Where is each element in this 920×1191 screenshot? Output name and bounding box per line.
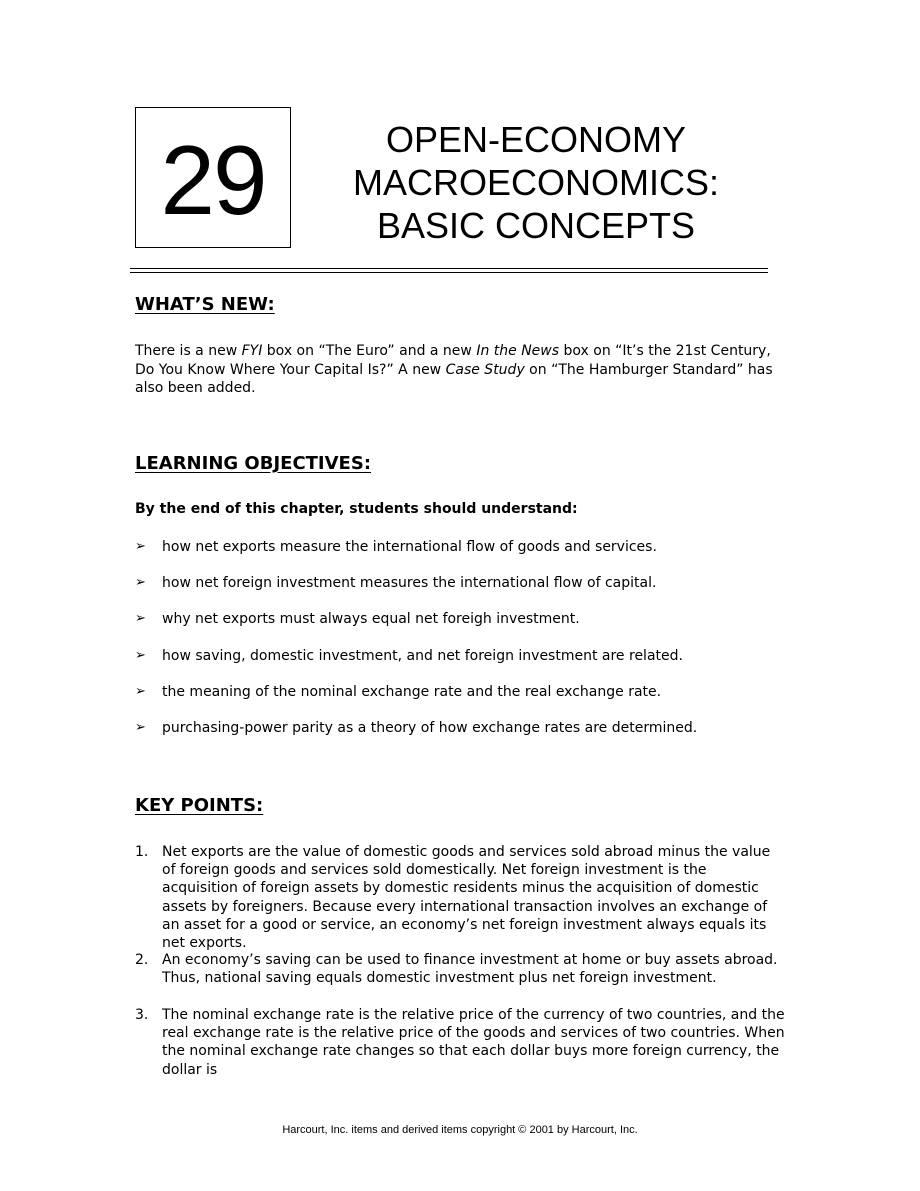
key-point-number: 2. xyxy=(135,952,149,968)
text-run: box on “The Euro” and a new xyxy=(262,343,477,359)
text-run: on “The Hamburger Standard” has also been added. xyxy=(135,361,773,396)
divider-rule xyxy=(130,268,768,269)
objective-text: why net exports must always equal net foreigh investment. xyxy=(162,611,580,627)
objective-text: the meaning of the nominal exchange rate and the real exchange rate. xyxy=(162,684,662,700)
key-point-number: 3. xyxy=(135,1007,149,1023)
chapter-title-line: BASIC CONCEPTS xyxy=(376,205,696,246)
whats-new-paragraph xyxy=(135,342,785,398)
text-run-italic: Case Study xyxy=(445,361,525,378)
list-item xyxy=(135,647,785,665)
list-item xyxy=(135,610,785,628)
list-item xyxy=(135,538,785,556)
key-point-text: The nominal exchange rate is the relative price of the currency of two countries, and the real exchange rate is the relative price of the goods and services of two countries. When the nominal exchange rate changes so that each dollar buys more foreign currency, the dollar is xyxy=(162,1007,785,1078)
text-run-italic: In the News xyxy=(476,343,560,359)
list-item xyxy=(135,719,785,737)
text-run: There is a new xyxy=(135,343,242,359)
arrow-bullet-icon: ➢ xyxy=(135,575,146,590)
text-run: box on “It’s the 21st Century, Do You Know Where Your Capital Is?” A new xyxy=(135,343,771,378)
section-heading-whats-new: WHAT’S NEW: xyxy=(135,294,275,315)
section-heading-key-points: KEY POINTS: xyxy=(135,795,264,816)
objective-text: purchasing-power parity as a theory of how exchange rates are determined. xyxy=(162,720,698,736)
chapter-title-line: OPEN-ECONOMY xyxy=(385,119,687,160)
key-point-text: An economy’s saving can be used to finance investment at home or buy assets abroad. Thus, national saving equals domestic investment plus net foreign investment. xyxy=(162,952,778,987)
objective-text: how net foreign investment measures the international flow of capital. xyxy=(162,575,657,591)
section-heading-learning-objectives: LEARNING OBJECTIVES: xyxy=(135,453,372,474)
chapter-number-box xyxy=(135,107,291,248)
chapter-title xyxy=(340,118,732,247)
key-point-item xyxy=(135,951,785,987)
text-run-italic: FYI xyxy=(241,343,263,359)
arrow-bullet-icon: ➢ xyxy=(135,611,146,626)
objective-text: how net exports measure the international flow of goods and services. xyxy=(162,539,657,555)
arrow-bullet-icon: ➢ xyxy=(135,684,146,699)
key-point-text: Net exports are the value of domestic goods and services sold abroad minus the value of foreign goods and services sold domestically. Net foreign investment is the acquisition of foreign assets by domestic residents minus the acquisition of domestic assets by foreigners. Because every international transaction involves an exchange of an asset for a good or service, an economy’s net foreign investment always equals its net exports. xyxy=(162,844,771,952)
chapter-number: 29 xyxy=(160,124,266,235)
chapter-title-line: MACROECONOMICS: xyxy=(352,162,719,203)
divider-rule xyxy=(130,272,768,273)
arrow-bullet-icon: ➢ xyxy=(135,539,146,554)
arrow-bullet-icon: ➢ xyxy=(135,648,146,663)
arrow-bullet-icon: ➢ xyxy=(135,720,146,735)
objective-text: how saving, domestic investment, and net foreign investment are related. xyxy=(162,648,683,664)
key-point-number: 1. xyxy=(135,844,149,860)
objectives-intro: By the end of this chapter, students should understand: xyxy=(135,501,578,517)
list-item xyxy=(135,683,785,701)
key-point-item xyxy=(135,843,785,952)
copyright-footer: Harcourt, Inc. items and derived items copyright © 2001 by Harcourt, Inc. xyxy=(282,1124,638,1136)
key-point-item xyxy=(135,1006,785,1079)
list-item xyxy=(135,574,785,592)
